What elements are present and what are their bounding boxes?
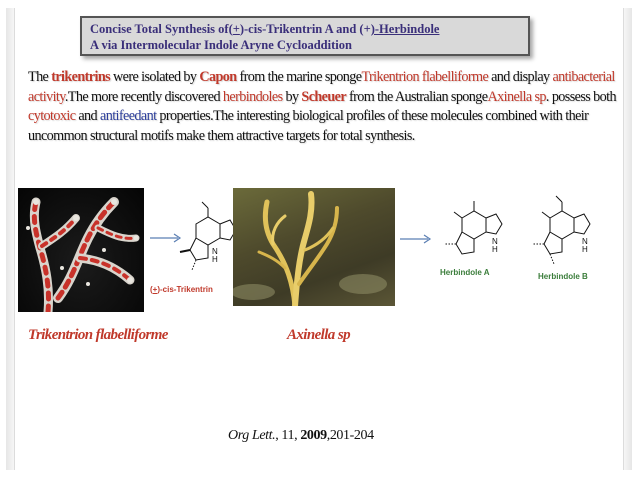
sponge-illustration	[18, 188, 144, 312]
title-line-2: A via Intermolecular Indole Aryne Cycloaddition	[90, 38, 352, 52]
trikentrin-h-label: H	[212, 255, 218, 264]
citation-journal: Org Lett.	[228, 428, 276, 443]
caption-axinella: Axinella sp	[287, 327, 350, 343]
citation-year: 2009	[300, 428, 327, 443]
herbindole-a-n-label: N	[492, 237, 498, 246]
herbindole-a-h-label: H	[492, 245, 498, 254]
herbindole-b-structure	[526, 192, 602, 270]
herbindole-b-h-label: H	[582, 245, 588, 254]
title-line-1: Concise Total Synthesis of(+)-cis-Trikentrin A and (+)-Herbindole	[90, 22, 440, 36]
slide-frame-left	[6, 8, 15, 470]
slide-title	[80, 16, 530, 56]
citation: Org Lett., 11, 2009,201-204	[228, 428, 374, 443]
term-herbindoles: herbindoles	[222, 88, 283, 105]
trikentrin-label: (+)-cis-Trikentrin	[150, 285, 213, 294]
term-scheuer: Scheuer	[301, 88, 347, 105]
term-cytotoxic: cytotoxic	[28, 108, 76, 124]
term-axinella: Axinella sp	[487, 88, 546, 105]
trikentrin-n-label: N	[212, 247, 218, 256]
caption-trikentrion: Trikentrion flabelliforme	[28, 327, 168, 343]
herbindole-b-label: Herbindole B	[538, 272, 588, 281]
term-antifeedant: antifeedant	[100, 108, 157, 124]
term-trikentrins: trikentrins	[51, 69, 111, 85]
term-sponge-name: Trikentrion flabelliforme	[361, 69, 489, 85]
axinella-illustration	[233, 188, 395, 306]
term-antibacterial: antibacterial activity	[28, 69, 615, 105]
herbindole-a-structure	[440, 196, 510, 262]
arrow-to-herbindoles	[400, 233, 434, 245]
intro-paragraph: The trikentrins were isolated by Capon from the marine spongeTrikentrion flabelliforme and display antibacterial activity.The more recently discovered herbindoles by Scheuer from the Australian spongeAxinella sp. possess both cytotoxic and antifeedant properties.The interesting biological profiles of these molecules combined with their uncommon structural motifs make them attractive targets for total synthesis.	[28, 69, 616, 144]
slide-frame-right	[623, 8, 632, 470]
herbindole-b-n-label: N	[582, 237, 588, 246]
herbindole-a-label: Herbindole A	[440, 268, 490, 277]
trikentrion-photo	[18, 188, 144, 312]
term-capon: Capon	[199, 69, 237, 85]
axinella-photo	[233, 188, 395, 306]
cis-trikentrin-structure	[178, 198, 240, 282]
